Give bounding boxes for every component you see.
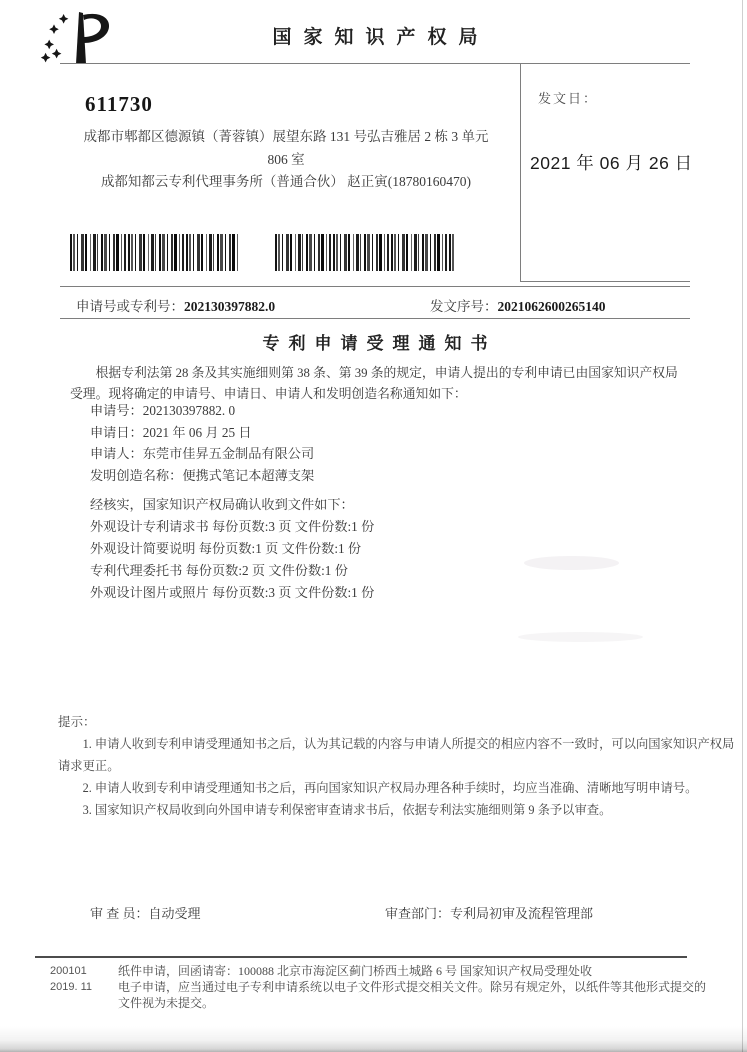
footer-code-1: 200101	[50, 965, 87, 977]
tips-list	[58, 733, 735, 821]
divider-above-numbers	[60, 286, 690, 287]
notice-body-line1: 根据专利法第 28 条及其实施细则第 38 条、第 39 条的规定，申请人提出的专利申请已由国家知识产权局	[95, 366, 678, 380]
field-application-date	[90, 422, 314, 444]
field-label: 申请人：	[90, 446, 143, 461]
photo-edge-bottom	[0, 1026, 747, 1052]
scan-smudge	[524, 556, 619, 570]
recipient-address-line2: 806 室	[267, 152, 305, 167]
signoff-row	[90, 903, 690, 922]
tip-2: 2. 申请人收到专利申请受理通知书之后，再向国家知识产权局办理各种手续时，均应当准确、清晰地写明申请号。	[82, 781, 698, 795]
notice-body	[70, 363, 710, 405]
serial-number	[430, 295, 606, 315]
examiner-value: 自动受理	[148, 906, 201, 921]
divider-below-numbers	[60, 318, 690, 319]
footer-divider	[35, 956, 687, 958]
footer-line-electronic-1: 电子申请，应当通过电子专利申请系统以电子文件形式提交相关文件。除另有规定外，以纸件等其他形式提交的	[118, 980, 707, 994]
barcode-left	[70, 234, 240, 271]
field-value: 2021 年 06 月 25 日	[142, 424, 252, 440]
footer-instructions	[118, 963, 730, 1011]
application-fields	[90, 400, 314, 486]
examiner	[90, 906, 201, 921]
recipient-address	[62, 125, 510, 171]
dispatch-date-value: 2021 年 06 月 26 日	[530, 153, 693, 173]
application-number-value: 202130397882.0	[184, 299, 276, 314]
tip-1-line2: 请求更正。	[58, 759, 120, 773]
photo-edge-right	[742, 0, 743, 1052]
department-label: 审查部门：	[385, 906, 451, 921]
department-value: 专利局初审及流程管理部	[450, 906, 594, 921]
document-line: 外观设计专利请求书 每份页数:3 页 文件份数:1 份	[90, 519, 375, 534]
field-label: 发明创造名称：	[90, 467, 183, 483]
department	[385, 903, 593, 922]
received-documents-section	[90, 494, 374, 604]
received-documents-intro: 经核实，国家知识产权局确认收到文件如下：	[90, 497, 354, 512]
agency-contact-line: 成都知都云专利代理事务所（普通合伙） 赵正寅(18780160470)	[100, 174, 472, 189]
tips-label: 提示：	[58, 715, 96, 729]
recipient-address-line1: 成都市郫都区德源镇（菁蓉镇）展望东路 131 号弘吉雅居 2 栋 3 单元	[83, 129, 489, 144]
document-line: 外观设计简要说明 每份页数:1 页 文件份数:1 份	[90, 541, 362, 556]
field-value: 202130397882. 0	[142, 403, 236, 418]
application-number-label: 申请号或专利号：	[76, 299, 184, 314]
postal-code: 611730	[85, 92, 153, 116]
dispatch-date-label: 发文日：	[538, 91, 599, 106]
tip-1-line1: 1. 申请人收到专利申请受理通知书之后，认为其记载的内容与申请人所提交的相应内容不一致时，可以向国家知识产权局	[82, 737, 735, 751]
field-label: 申请号：	[90, 403, 143, 418]
field-label: 申请日：	[90, 424, 143, 440]
field-application-number	[90, 400, 314, 422]
notice-title: 专利申请受理通知书	[262, 334, 497, 353]
document-line: 外观设计图片或照片 每份页数:3 页 文件份数:1 份	[90, 585, 375, 600]
dispatch-box-bottom-border	[520, 281, 690, 282]
serial-number-label: 发文序号：	[430, 299, 498, 314]
dispatch-box-left-border	[520, 63, 521, 281]
scan-smudge	[518, 632, 643, 642]
footer-form-codes	[50, 963, 92, 995]
field-value: 便携式笔记本超薄支架	[182, 467, 315, 483]
agency-title: 国家知识产权局	[272, 27, 490, 48]
footer-line-paper: 纸件申请，回函请寄：100088 北京市海淀区蓟门桥西土城路 6 号 国家知识产权局受理处收	[118, 964, 593, 978]
header-divider	[60, 63, 690, 64]
serial-number-value: 2021062600265140	[497, 299, 606, 314]
field-invention-name	[90, 465, 314, 487]
examiner-label: 审 查 员：	[90, 906, 149, 921]
field-value: 东莞市佳昇五金制品有限公司	[142, 446, 315, 461]
document-line: 专利代理委托书 每份页数:2 页 文件份数:1 份	[90, 563, 348, 578]
footer-line-electronic-2: 文件视为未提交。	[118, 996, 215, 1010]
numbers-row	[76, 295, 690, 315]
barcode-right	[275, 234, 455, 271]
tip-3: 3. 国家知识产权局收到向外国申请专利保密审查请求书后，依据专利法实施细则第 9 条予以审查。	[82, 803, 612, 817]
field-applicant	[90, 443, 314, 465]
footer-code-2: 2019. 11	[50, 981, 93, 993]
notice-body-line2: 受理。现将确定的申请号、申请日、申请人和发明创造名称通知如下：	[70, 387, 467, 401]
cnipa-logo-icon	[38, 10, 116, 68]
